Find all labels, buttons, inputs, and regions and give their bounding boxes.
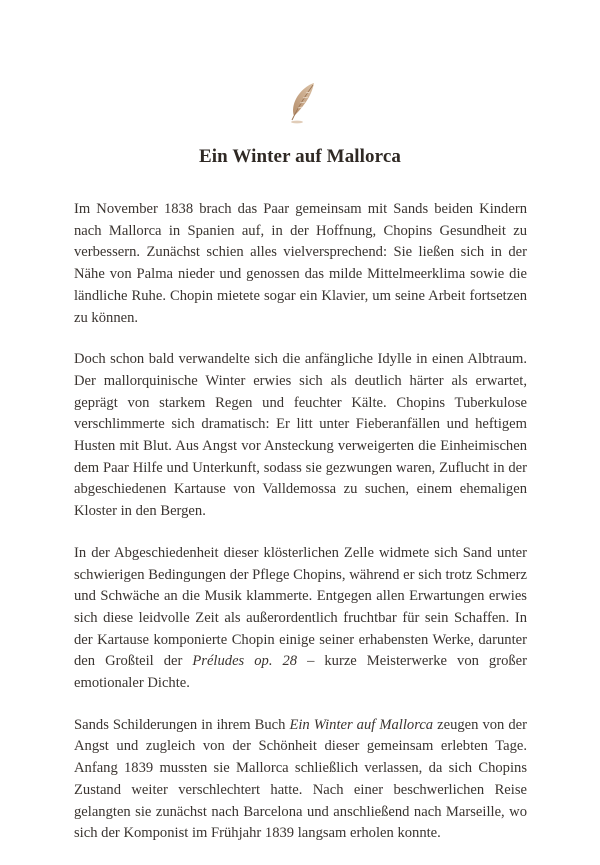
page-title: Ein Winter auf Mallorca [199, 146, 401, 167]
paragraph-4 [74, 715, 527, 845]
paragraph-3-text-before: In der Abgeschiedenheit dieser klösterlichen Zelle widmete sich Sand unter schwierigen Bedingungen der Pflege Chopins, während er sich trotz Schmerz und Schwäche an die Musik klammerte. Entgegen allen Erwartungen erwies sich diese leidvolle Zeit als außerordentlich fruchtbar für sein Schaffen. In der Kartause komponierte Chopin einige seiner erhabensten Werke, darunter den Großteil der [74, 544, 527, 670]
paragraph-2: Doch schon bald verwandelte sich die anfängliche Idylle in einen Albtraum. Der mallorquinische Winter erwies sich als deutlich härter als erwartet, geprägt von starkem Regen und feuchter Kälte. Chopins Tuberkulose verschlimmerte sich dramatisch: Er litt unter Fieberanfällen und heftigem Husten mit Blut. Aus Angst vor Ansteckung verweigerten die Einheimischen dem Paar Hilfe und Unterkunft, sodass sie gezwungen waren, Zuflucht in der abgeschiedenen Kartause von Valldemossa zu suchen, einem ehemaligen Kloster in den Bergen. [74, 351, 527, 520]
paragraph-3 [74, 543, 527, 695]
paragraph-4-italic-book-title: Ein Winter auf Mallorca [289, 716, 434, 733]
document-body [74, 199, 527, 865]
paragraph-1: Im November 1838 brach das Paar gemeinsam mit Sands beiden Kindern nach Mallorca in Spanien auf, in der Hoffnung, Chopins Gesundheit zu verbessern. Zunächst schien alles vielversprechend: Sie ließen sich in der Nähe von Palma nieder und genossen das milde Mittelmeerklima sowie die ländliche Ruhe. Chopin mietete sogar ein Klavier, um seine Arbeit fortsetzen zu können. [74, 201, 527, 326]
paragraph-3-text-after: – kurze Meisterwerke von großer emotionaler Dichte. [74, 653, 527, 692]
paragraph-4-text-before: Sands Schilderungen in ihrem Buch [74, 716, 290, 733]
paragraph-3-italic-work-title: Préludes op. 28 [192, 653, 298, 670]
paragraph-4-text-after: zeugen von der Angst und zugleich von der Schönheit dieser gemeinsam erlebten Tage. Anfang 1839 mussten sie Mallorca schließlich verlassen, da sich Chopins Zustand weiter verschlechtert hatte. Nach einer beschwerlichen Reise gelangten sie zunächst nach Barcelona und anschließend nach Marseille, wo sich der Komponist im Frühjahr 1839 langsam erholen konnte. [74, 716, 528, 842]
quill-feather-icon [283, 82, 317, 126]
